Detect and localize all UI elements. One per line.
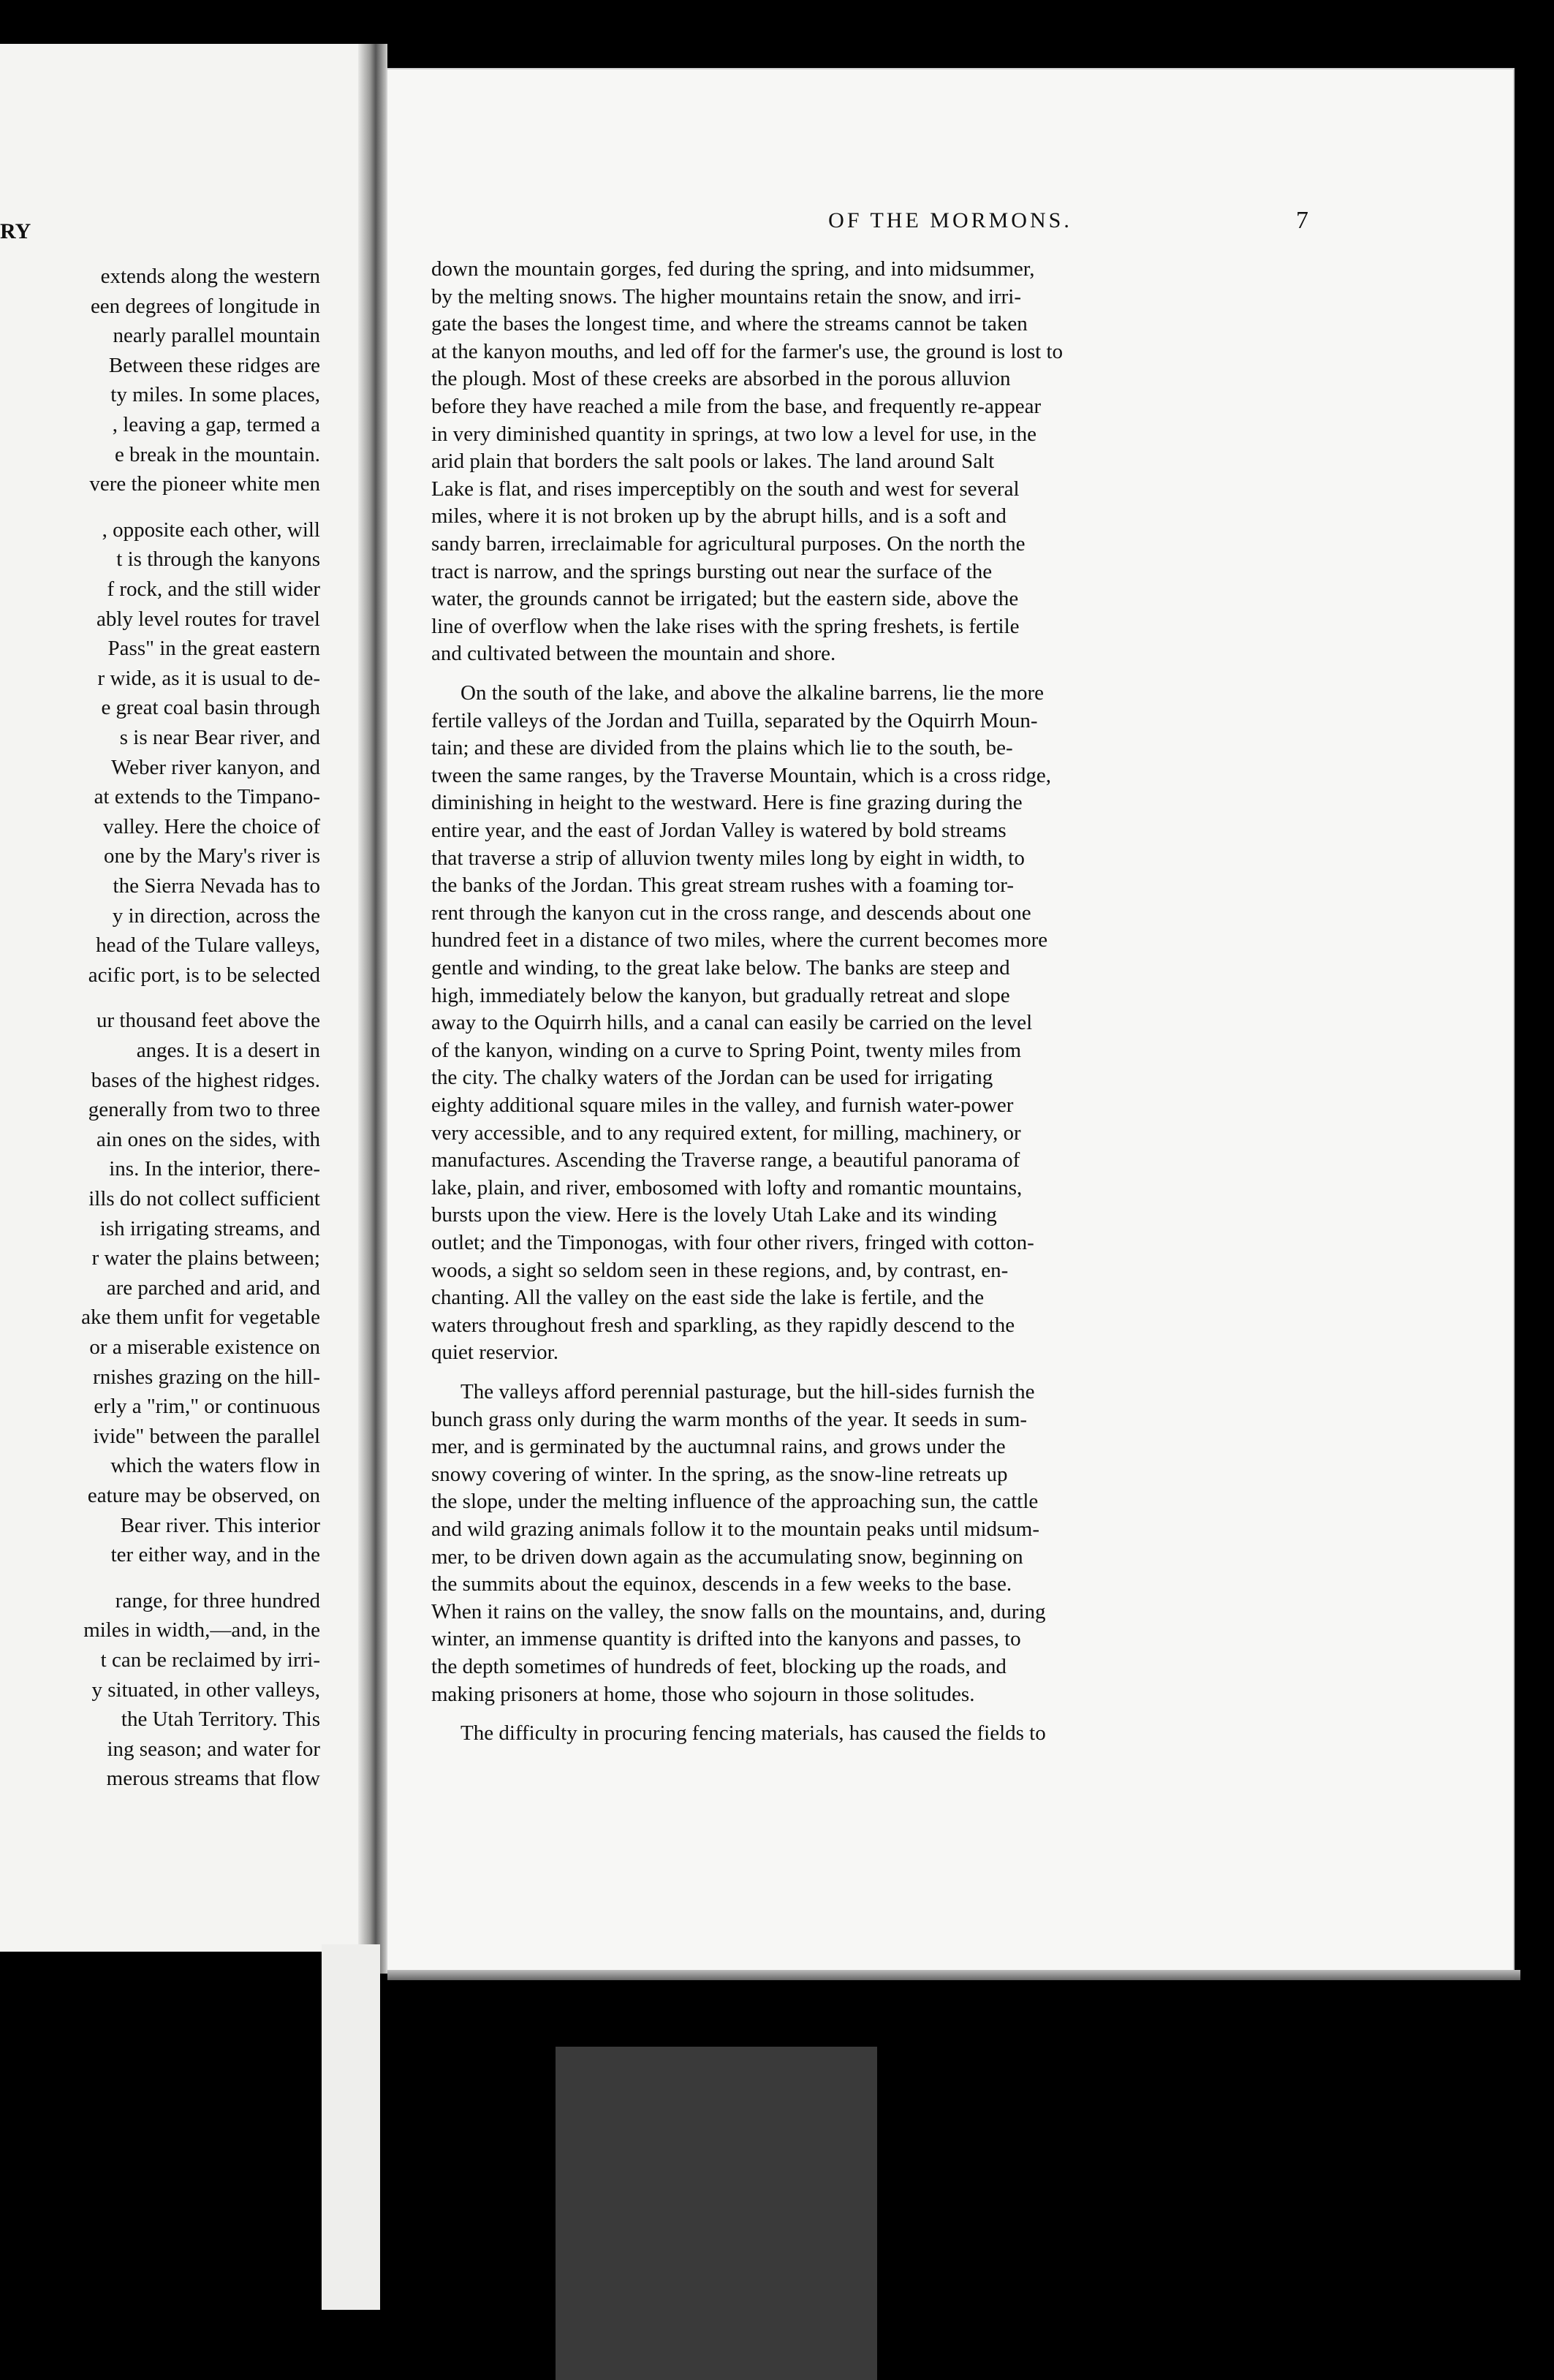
left-text-line: eature may be observed, on [87, 1484, 320, 1507]
left-text-line: Between these ridges are [108, 353, 320, 377]
left-text-line: Pass" in the great eastern [107, 637, 320, 661]
body-text-line: and wild grazing animals follow it to the mountain peaks until midsum- [431, 1517, 1040, 1541]
left-text-line: valley. Here the choice of [103, 814, 320, 838]
left-text-line: the Utah Territory. This [121, 1708, 320, 1732]
left-text-line: een degrees of longitude in [90, 294, 320, 318]
running-head: OF THE MORMONS. [828, 208, 1072, 232]
left-text-line: f rock, and the still wider [107, 577, 320, 601]
left-text-line: or a miserable existence on [89, 1335, 320, 1359]
left-text-line: s is near Bear river, and [119, 726, 320, 749]
body-text-line: When it rains on the valley, the snow falls on the mountains, and, during [431, 1599, 1046, 1623]
left-text-line: bases of the highest ridges. [91, 1068, 320, 1092]
left-text-line: rnishes grazing on the hill- [93, 1365, 320, 1389]
left-text-line: ter either way, and in the [110, 1543, 320, 1567]
body-text-line: that traverse a strip of alluvion twenty miles long by eight in width, to [431, 846, 1025, 870]
body-text-line: chanting. All the valley on the east side the lake is fertile, and the [431, 1286, 985, 1310]
body-text-line: tract is narrow, and the springs bursting out near the surface of the [431, 559, 993, 583]
left-text-line: Bear river. This interior [120, 1513, 320, 1537]
body-text-line: arid plain that borders the salt pools or lakes. The land around Salt [431, 450, 995, 474]
body-text-line: rent through the kanyon cut in the cross range, and descends about one [431, 901, 1031, 925]
body-text-line: gentle and winding, to the great lake below. The banks are steep and [431, 956, 1010, 979]
body-text-line: bursts upon the view. Here is the lovely Utah Lake and its winding [431, 1203, 997, 1227]
body-text-line: away to the Oquirrh hills, and a canal can easily be carried on the level [431, 1011, 1033, 1035]
left-text-line: y in direction, across the [112, 903, 320, 928]
body-text-line: and cultivated between the mountain and shore. [431, 642, 836, 666]
body-text-line: On the south of the lake, and above the alkaline barrens, lie the more [460, 681, 1045, 705]
left-text-line: ills do not collect sufficient [88, 1187, 320, 1210]
left-text-line: nearly parallel mountain [113, 324, 320, 348]
page-bottom-edge [387, 1970, 1520, 1980]
left-text-line: t is through the kanyons [116, 547, 320, 572]
left-text-line: ain ones on the sides, with [96, 1127, 320, 1151]
left-text-line: range, for three hundred [115, 1588, 320, 1612]
body-text-line: manufactures. Ascending the Traverse range, a beautiful panorama of [431, 1148, 1020, 1172]
left-text-line: e great coal basin through [101, 696, 320, 720]
left-page [0, 44, 373, 1952]
left-text-line: at extends to the Timpano- [94, 785, 320, 809]
body-text-line: by the melting snows. The higher mountains retain the snow, and irri- [431, 284, 1022, 308]
left-text-line: are parched and arid, and [106, 1276, 320, 1300]
body-text-line: quiet reservior. [431, 1341, 558, 1365]
body-text-line: at the kanyon mouths, and led off for the farmer's use, the ground is lost to [431, 339, 1064, 363]
body-text-line: mer, and is germinated by the auctumnal rains, and grows under the [431, 1435, 1006, 1459]
body-text-line: diminishing in height to the westward. Here is fine grazing during the [431, 791, 1023, 815]
body-text-line: sandy barren, irreclaimable for agricultural purposes. On the north the [431, 532, 1026, 556]
body-text-line: fertile valleys of the Jordan and Tuilla, separated by the Oquirrh Moun- [431, 708, 1038, 732]
body-text-line: waters throughout fresh and sparkling, as they rapidly descend to the [431, 1313, 1015, 1337]
body-text-line: tween the same ranges, by the Traverse Mountain, which is a cross ridge, [431, 763, 1052, 787]
body-text-line: The difficulty in procuring fencing materials, has caused the fields to [460, 1721, 1046, 1746]
body-text-line: the plough. Most of these creeks are absorbed in the porous alluvion [431, 367, 1011, 391]
body-text-line: water, the grounds cannot be irrigated; but the eastern side, above the [431, 587, 1019, 611]
body-text-line: miles, where it is not broken up by the abrupt hills, and is a soft and [431, 504, 1007, 528]
page-number: 7 [1296, 207, 1308, 234]
left-text-line: ivide" between the parallel [93, 1424, 320, 1448]
body-text-line: winter, an immense quantity is drifted into the kanyons and passes, to [431, 1627, 1021, 1651]
left-text-line: e break in the mountain. [114, 442, 320, 466]
body-text-line: mer, to be driven down again as the accumulating snow, beginning on [431, 1545, 1023, 1569]
body-text-line: the banks of the Jordan. This great stream rushes with a foaming tor- [431, 873, 1014, 898]
left-text-line: r wide, as it is usual to de- [97, 666, 320, 690]
left-text-line: t can be reclaimed by irri- [100, 1648, 320, 1672]
left-text-line: ish irrigating streams, and [99, 1216, 320, 1240]
left-text-line: head of the Tulare valleys, [96, 933, 320, 958]
body-text-line: the slope, under the melting influence of the approaching sun, the cattle [431, 1490, 1039, 1514]
body-text-line: snowy covering of winter. In the spring, as the snow-line retreats up [431, 1462, 1008, 1486]
body-text-line: before they have reached a mile from the base, and frequently re-appear [431, 395, 1042, 418]
left-text-line: , opposite each other, will [102, 518, 320, 542]
left-text-line: ake them unfit for vegetable [81, 1305, 320, 1330]
left-running-head: RY [0, 219, 31, 243]
body-text-line: Lake is flat, and rises imperceptibly on the south and west for several [431, 477, 1020, 501]
left-text-line: ins. In the interior, there- [109, 1157, 320, 1181]
book-gutter [358, 44, 387, 1974]
left-text-line: ty miles. In some places, [110, 383, 320, 407]
left-text-line: erly a "rim," or continuous [94, 1395, 320, 1419]
body-text-line: of the kanyon, winding on a curve to Spring Point, twenty miles from [431, 1038, 1022, 1062]
body-text-line: very accessible, and to any required extent, for milling, machinery, or [431, 1121, 1021, 1145]
left-text-line: ing season; and water for [107, 1737, 320, 1761]
body-text-line: the depth sometimes of hundreds of feet, blocking up the roads, and [431, 1655, 1007, 1678]
body-text-line: the city. The chalky waters of the Jordan can be used for irrigating [431, 1066, 993, 1090]
body-text-line: entire year, and the east of Jordan Valley is watered by bold streams [431, 819, 1007, 842]
body-text-line: making prisoners at home, those who sojourn in those solitudes. [431, 1682, 975, 1706]
body-text-line: tain; and these are divided from the plains which lie to the south, be- [431, 736, 1013, 760]
body-text-line: high, immediately below the kanyon, but gradually retreat and slope [431, 983, 1010, 1007]
left-text-line: r water the plains between; [91, 1246, 320, 1270]
body-text-line: The valleys afford perennial pasturage, but the hill-sides furnish the [460, 1380, 1035, 1403]
left-text-line: the Sierra Nevada has to [113, 874, 320, 898]
body-text-line: the summits about the equinox, descends in a few weeks to the base. [431, 1572, 1012, 1596]
body-text-line: line of overflow when the lake rises with the spring freshets, is fertile [431, 614, 1020, 638]
left-text-line: acific port, is to be selected [88, 963, 320, 987]
left-text-line: y situated, in other valleys, [91, 1678, 320, 1702]
body-text-line: eighty additional square miles in the valley, and furnish water-power [431, 1094, 1014, 1117]
body-text-line: gate the bases the longest time, and where the streams cannot be taken [431, 312, 1028, 336]
left-text-line: Weber river kanyon, and [111, 755, 320, 779]
left-text-line: miles in width,—and, in the [83, 1618, 320, 1642]
left-text-line: one by the Mary's river is [104, 844, 320, 868]
body-text-line: in very diminished quantity in springs, at two low a level for use, in the [431, 422, 1036, 446]
left-text-line: , leaving a gap, termed a [112, 413, 320, 436]
left-text-line: extends along the western [100, 265, 320, 288]
left-text-line: merous streams that flow [106, 1767, 320, 1791]
background-object [556, 2047, 877, 2380]
body-text-line: woods, a sight so seldom seen in these regions, and, by contrast, en- [431, 1258, 1009, 1282]
left-page-edge [322, 1944, 380, 2310]
body-text-line: outlet; and the Timponogas, with four other rivers, fringed with cotton- [431, 1231, 1034, 1254]
body-text-line: bunch grass only during the warm months of the year. It seeds in sum- [431, 1407, 1028, 1431]
body-text-line: hundred feet in a distance of two miles, where the current becomes more [431, 928, 1048, 952]
left-text-line: anges. It is a desert in [136, 1039, 320, 1062]
left-text-line: which the waters flow in [110, 1454, 320, 1478]
left-text-line: ur thousand feet above the [96, 1009, 320, 1033]
left-text-line: vere the pioneer white men [89, 472, 320, 496]
body-text-line: down the mountain gorges, fed during the spring, and into midsummer, [431, 257, 1035, 281]
left-text-line: ably level routes for travel [96, 607, 320, 631]
right-page [387, 69, 1513, 1970]
body-text-line: lake, plain, and river, embosomed with lofty and romantic mountains, [431, 1175, 1023, 1200]
left-text-line: generally from two to three [88, 1098, 320, 1122]
